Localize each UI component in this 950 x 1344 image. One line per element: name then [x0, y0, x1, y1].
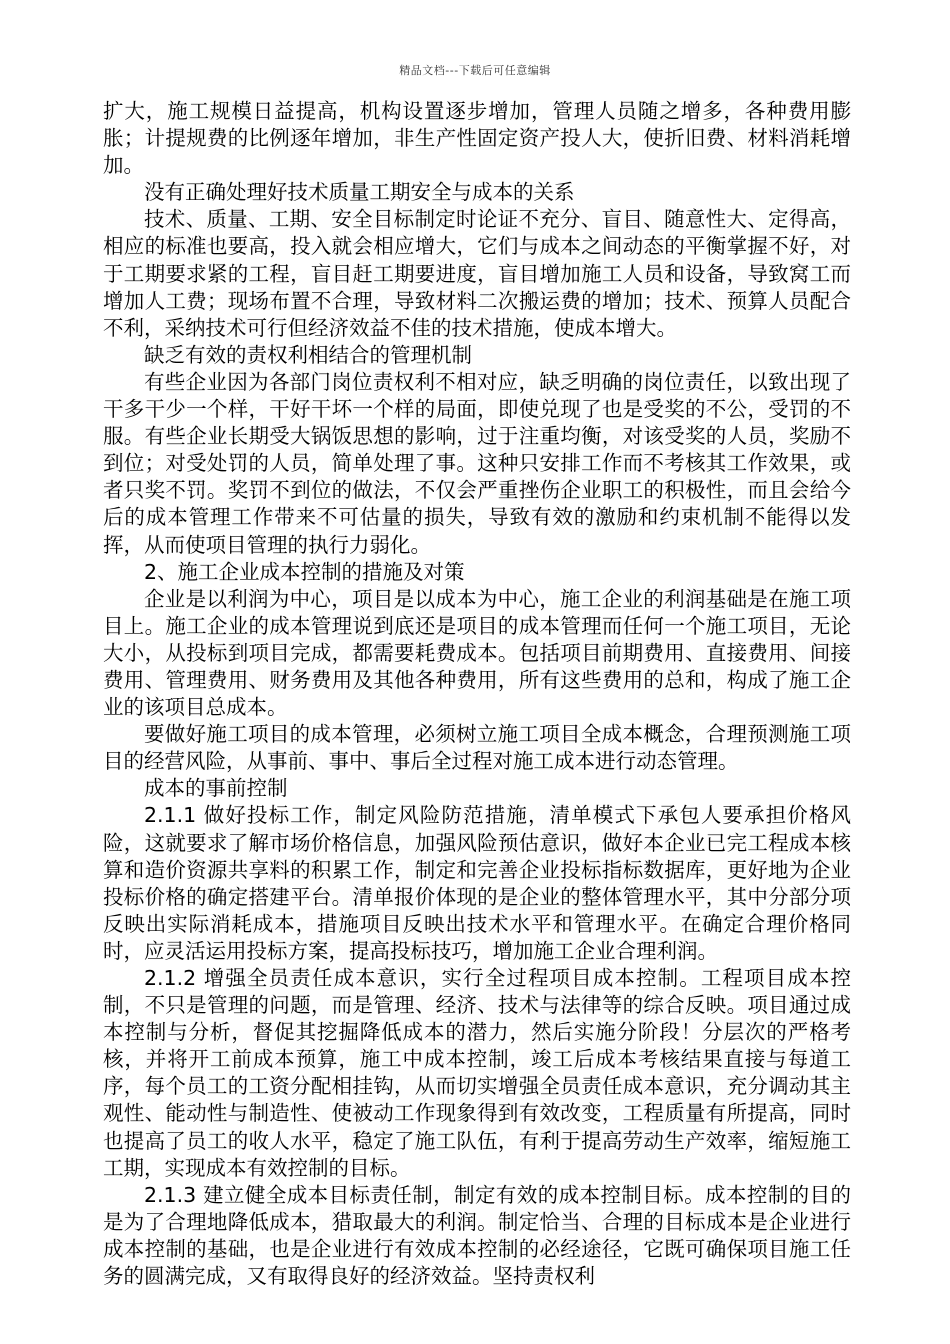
paragraph-2-1-1: 2.1.1 做好投标工作，制定风险防范措施，清单模式下承包人要承担价格风险，这就要求了解市场价格信息，加强风险预估意识，做好本企业已完工程成本核算和造价资源共享料的积累工作，制定和完善企业投标指标数据库，更好地为企业投标价格的确定搭建平台。清单报价体现的是企业的整体管理水平，其中分部分项反映出实际消耗成本，措施项目反映出技术水平和管理水平。在确定合理价格同时，应灵活运用投标方案，提高投标技巧，增加施工企业合理利润。 [103, 803, 851, 963]
paragraph-tech-quality: 技术、质量、工期、安全目标制定时论证不充分、盲目、随意性大、定得高，相应的标准也要高，投入就会相应增大，它们与成本之间动态的平衡掌握不好，对于工期要求紧的工程，盲目赶工期要进度，盲目增加施工人员和设备，导致窝工而增加人工费；现场布置不合理，导致材料二次搬运费的增加；技术、预算人员配合不利，采纳技术可行但经济效益不佳的技术措施，使成本增大。 [103, 207, 851, 340]
section-heading-measures: 2、施工企业成本控制的措施及对策 [144, 559, 465, 584]
paragraph-continuation: 扩大，施工规模日益提高，机构设置逐步增加，管理人员随之增多，各种费用膨胀；计提规费的比例逐年增加，非生产性固定资产投人大，使折旧费、材料消耗增加。 [103, 99, 851, 178]
page-header: 精品文档---下载后可任意编辑 [399, 64, 551, 77]
document-body [103, 98, 851, 1290]
paragraph-2-1-3: 2.1.3 建立健全成本目标责任制，制定有效的成本控制目标。成本控制的目的是为了合理地降低成本，猎取最大的利润。制定恰当、合理的目标成本是企业进行成本控制的基础，也是企业进行有效成本控制的必经途径，它既可确保项目施工任务的圆满完成，又有取得良好的经济效益。坚持责权利 [103, 1182, 851, 1289]
paragraph-profit-center: 企业是以利润为中心，项目是以成本为中心，施工企业的利润基础是在施工项目上。施工企业的成本管理说到底还是项目的成本管理而任何一个施工项目，无论大小，从投标到项目完成，都需要耗费成本。包括项目前期费用、直接费用、间接费用、管理费用、财务费用及其他各种费用，所有这些费用的总和，构成了施工企业的该项目总成本。 [103, 586, 851, 720]
section-heading-tech-quality: 没有正确处理好技术质量工期安全与成本的关系 [144, 180, 575, 205]
section-heading-pre-control: 成本的事前控制 [144, 776, 288, 801]
paragraph-mechanism: 有些企业因为各部门岗位责权利不相对应，缺乏明确的岗位责任，以致出现了干多干少一个样，干好干坏一个样的局面，即使兑现了也是受奖的不公，受罚的不服。有些企业长期受大锅饭思想的影响，过于注重均衡，对该受奖的人员，奖励不到位；对受处罚的人员，简单处理了事。这种只安排工作而不考核其工作效果，或者只奖不罚。奖罚不到位的做法，不仅会严重挫伤企业职工的积极性，而且会给今后的成本管理工作带来不可估量的损失，导致有效的激励和约束机制不能得以发挥，从而使项目管理的执行力弱化。 [103, 369, 851, 557]
section-heading-mechanism: 缺乏有效的责权利相结合的管理机制 [144, 342, 472, 367]
paragraph-full-cost: 要做好施工项目的成本管理，必须树立施工项目全成本概念，合理预测施工项目的经营风险，从事前、事中、事后全过程对施工成本进行动态管理。 [103, 722, 851, 774]
paragraph-2-1-2: 2.1.2 增强全员责任成本意识，实行全过程项目成本控制。工程项目成本控制，不只是管理的问题，而是管理、经济、技术与法律等的综合反映。项目通过成本控制与分析，督促其挖掘降低成本的潜力，然后实施分阶段！分层次的严格考核，并将开工前成本预算，施工中成本控制，竣工后成本考核结果直接与每道工序，每个员工的工资分配相挂钩，从而切实增强全员责任成本意识，充分调动其主观性、能动性与制造性、使被动工作现象得到有效改变，工程质量有所提高，同时也提高了员工的收人水平，稳定了施工队伍，有利于提高劳动生产效率，缩短施工工期，实现成本有效控制的目标。 [103, 966, 851, 1180]
